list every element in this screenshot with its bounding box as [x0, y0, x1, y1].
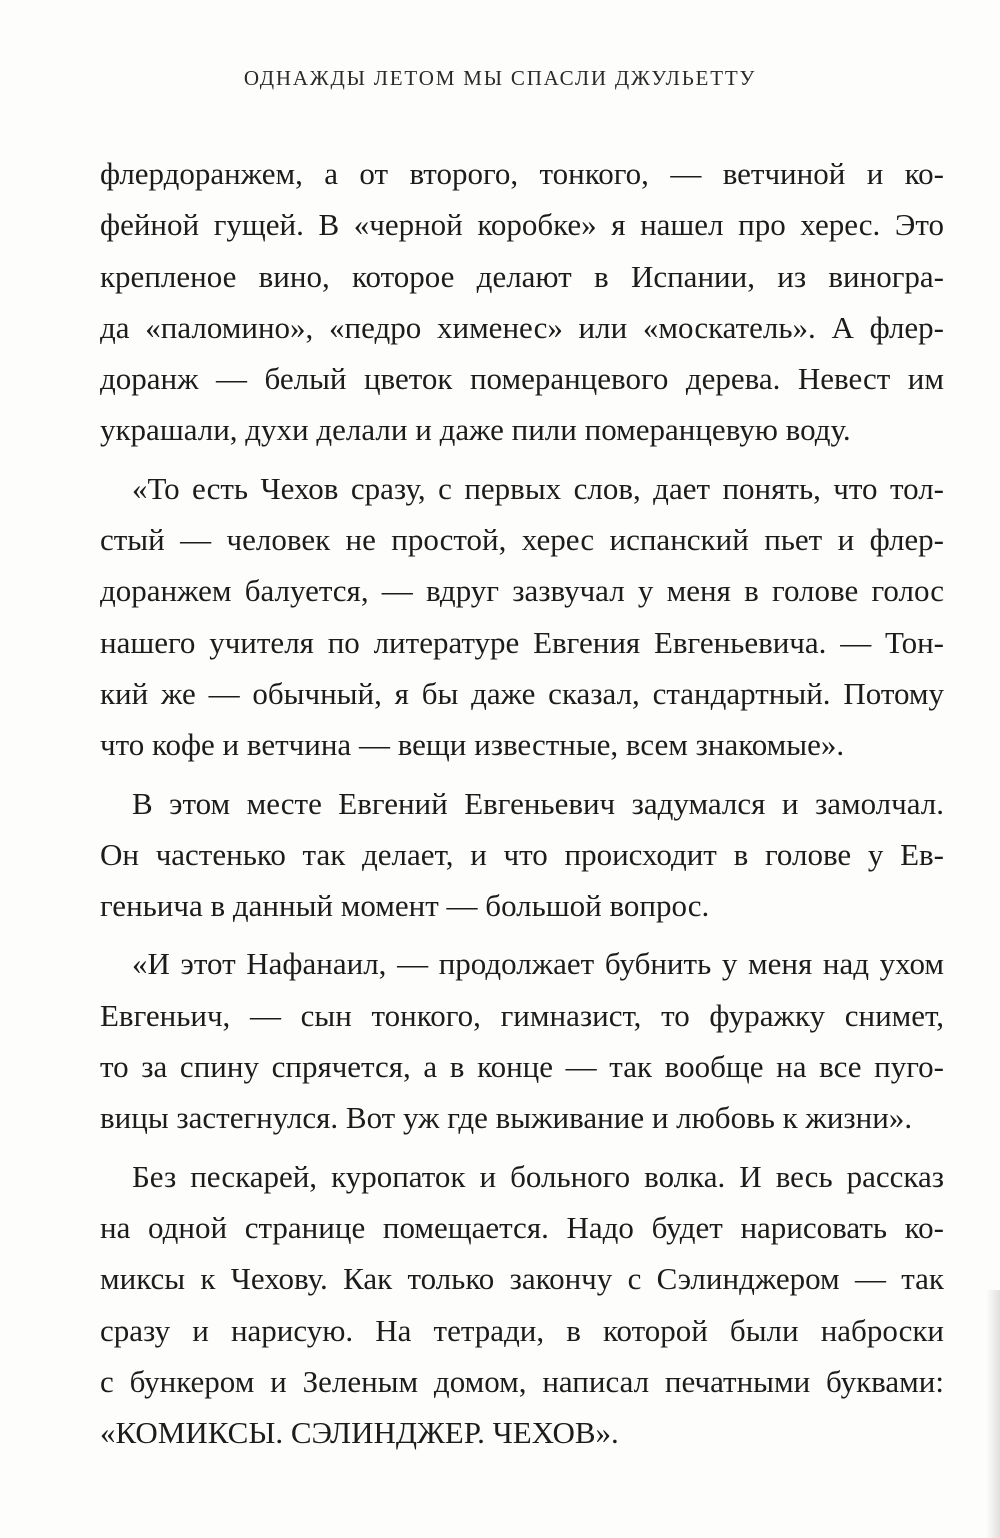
paragraph-3 [100, 778, 944, 932]
text-line: доранжем балуется, — вдруг зазвучал у меня в голове голос [100, 573, 944, 609]
paragraph-5 [100, 1151, 944, 1459]
text-line: Он частенько так делает, и что происходит в голове у Ев- [100, 836, 944, 872]
paragraph-4 [100, 938, 944, 1143]
text-line: Евгеньич, — сын тонкого, гимназист, то фуражку снимет, [100, 997, 944, 1033]
text-line: Без пескарей, куропаток и больного волка. И весь рассказ [132, 1158, 944, 1194]
text-line: фейной гущей. В «черной коробке» я нашел про херес. Это [100, 207, 944, 243]
text-line: В этом месте Евгений Евгеньевич задумался и замолчал. [132, 785, 944, 821]
text-line: «И этот Нафанаил, — продолжает бубнить у меня над ухом [132, 946, 944, 982]
page-edge-shadow [986, 1290, 1000, 1538]
text-line: вицы застегнулся. Вот уж где выживание и любовь к жизни». [100, 1100, 913, 1136]
text-line: нашего учителя по литературе Евгения Евгеньевича. — Тон- [100, 624, 944, 660]
paragraph-1 [100, 148, 944, 456]
text-line: то за спину спрячется, а в конце — так вообще на все пуго- [100, 1049, 944, 1085]
text-line: крепленое вино, которое делают в Испании, из виногра- [100, 258, 944, 294]
text-line: стый — человек не простой, херес испанский пьет и флер- [100, 522, 944, 558]
running-head: ОДНАЖДЫ ЛЕТОМ МЫ СПАСЛИ ДЖУЛЬЕТТУ [243, 66, 757, 90]
text-line: доранж — белый цветок померанцевого дерева. Невест им [100, 361, 944, 397]
text-line: на одной странице помещается. Надо будет нарисовать ко- [100, 1209, 944, 1245]
body-text [100, 148, 944, 1458]
text-line: «КОМИКСЫ. СЭЛИНДЖЕР. ЧЕХОВ». [100, 1415, 619, 1451]
text-line: что кофе и ветчина — вещи известные, всем знакомые». [100, 727, 845, 763]
text-line: геньича в данный момент — большой вопрос. [100, 888, 710, 924]
text-line: миксы к Чехову. Как только закончу с Сэлинджером — так [100, 1261, 944, 1297]
text-line: с бункером и Зеленым домом, написал печатными буквами: [100, 1363, 944, 1399]
paragraph-2 [100, 463, 944, 771]
text-line: флердоранжем, а от второго, тонкого, — ветчиной и ко- [100, 156, 944, 191]
text-line: сразу и нарисую. На тетради, в которой были наброски [100, 1312, 944, 1348]
text-line: «То есть Чехов сразу, с первых слов, дает понять, что тол- [132, 470, 944, 506]
text-line: кий же — обычный, я бы даже сказал, стандартный. Потому [100, 675, 944, 711]
text-line: да «паломино», «педро хименес» или «москатель». А флер- [100, 309, 944, 345]
text-line: украшали, духи делали и даже пили померанцевую воду. [100, 412, 851, 448]
